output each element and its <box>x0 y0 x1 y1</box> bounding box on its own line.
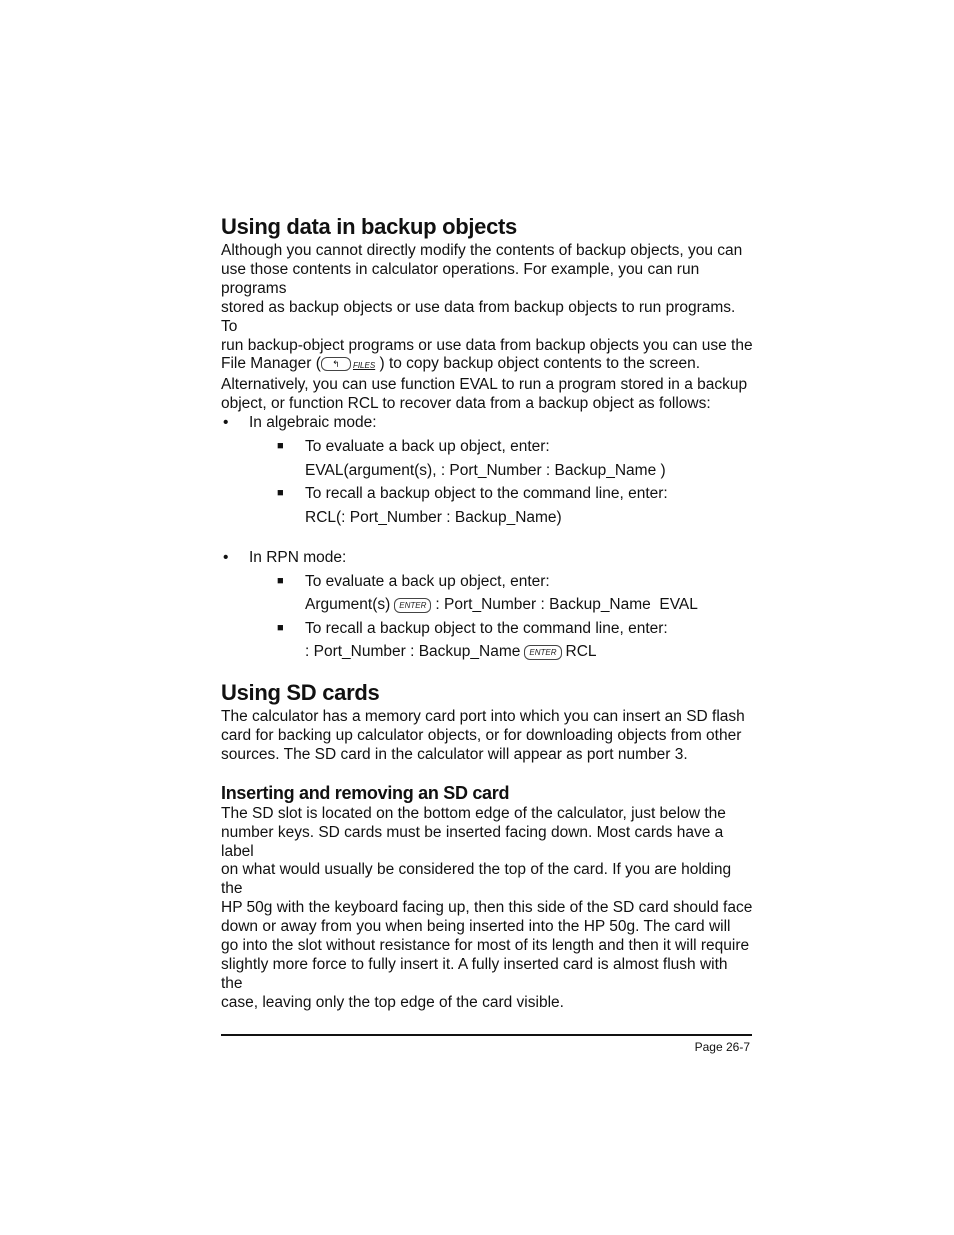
enter-key-icon: ENTER <box>524 645 561 660</box>
text-line: HP 50g with the keyboard facing up, then this side of the SD card should face <box>221 899 753 917</box>
text-line: Alternatively, you can use function EVAL to run a program stored in a backup <box>221 376 748 394</box>
sub-bullet-rcl: ■ To recall a backup object to the command line, enter: <box>221 482 753 506</box>
text-line: stored as backup objects or use data from backup objects to run programs. To <box>221 298 736 335</box>
bullet-icon: • <box>223 414 229 432</box>
bullet-algebraic-mode: • In algebraic mode: <box>223 414 377 432</box>
text-line: File Manager ( <box>221 355 321 373</box>
text-line: The SD slot is located on the bottom edge of the calculator, just below the <box>221 804 726 822</box>
text-line: card for backing up calculator objects, or for downloading objects from other <box>221 726 742 744</box>
paragraph-sd-cards <box>221 708 753 765</box>
code-line: EVAL(argument(s), : Port_Number : Backup_Name ) <box>305 461 666 479</box>
text-line: go into the slot without resistance for most of its length and then it will require <box>221 937 750 955</box>
code-line: RCL(: Port_Number : Backup_Name) <box>305 508 562 526</box>
square-bullet-icon: ■ <box>277 440 284 453</box>
paragraph-inserting-sd <box>221 805 753 1013</box>
section-title-inserting-sd: Inserting and removing an SD card <box>221 782 510 803</box>
text-line: case, leaving only the top edge of the card visible. <box>221 993 564 1011</box>
code-line: Argument(s) ENTER : Port_Number : Backup_Name EVAL <box>305 596 698 614</box>
footer-divider <box>221 1034 752 1036</box>
page-number: Page 26-7 <box>694 1040 750 1054</box>
text-line: use those contents in calculator operations. For example, you can run programs <box>221 260 700 297</box>
section-title-sd-cards: Using SD cards <box>221 679 380 705</box>
files-key-label: FILES <box>352 361 376 371</box>
square-bullet-icon: ■ <box>277 487 284 500</box>
sub-bullet-rcl-rpn: ■ To recall a backup object to the command line, enter: <box>221 617 753 641</box>
paragraph-backup-data <box>221 242 753 414</box>
sub-bullet-eval: ■ To evaluate a back up object, enter: <box>221 435 753 459</box>
text-line: run backup-object programs or use data from backup objects you can use the <box>221 336 753 354</box>
text-line: object, or function RCL to recover data from a backup object as follows: <box>221 395 711 413</box>
enter-key-icon: ENTER <box>394 598 431 613</box>
code-line: : Port_Number : Backup_Name ENTER RCL <box>305 643 597 661</box>
bullet-rpn-mode: • In RPN mode: <box>223 549 347 567</box>
left-shift-key-icon: ↰ <box>321 357 351 371</box>
text-line: Although you cannot directly modify the contents of backup objects, you can <box>221 242 743 259</box>
text-line: ) to copy backup object contents to the screen. <box>379 355 701 373</box>
text-line: on what would usually be considered the top of the card. If you are holding the <box>221 861 732 898</box>
text-line: The calculator has a memory card port into which you can insert an SD flash <box>221 707 745 725</box>
square-bullet-icon: ■ <box>277 621 284 634</box>
text-line: sources. The SD card in the calculator will appear as port number 3. <box>221 745 688 763</box>
square-bullet-icon: ■ <box>277 574 284 587</box>
text-line: slightly more force to fully insert it. A fully inserted card is almost flush with the <box>221 955 728 992</box>
section-title-backup-data: Using data in backup objects <box>221 214 517 239</box>
sub-bullet-eval-rpn: ■ To evaluate a back up object, enter: <box>221 570 753 594</box>
text-line: down or away from you when being inserted into the HP 50g. The card will <box>221 918 731 936</box>
text-line: number keys. SD cards must be inserted facing down. Most cards have a label <box>221 823 724 860</box>
page-content <box>221 212 753 1013</box>
bullet-icon: • <box>223 549 229 567</box>
